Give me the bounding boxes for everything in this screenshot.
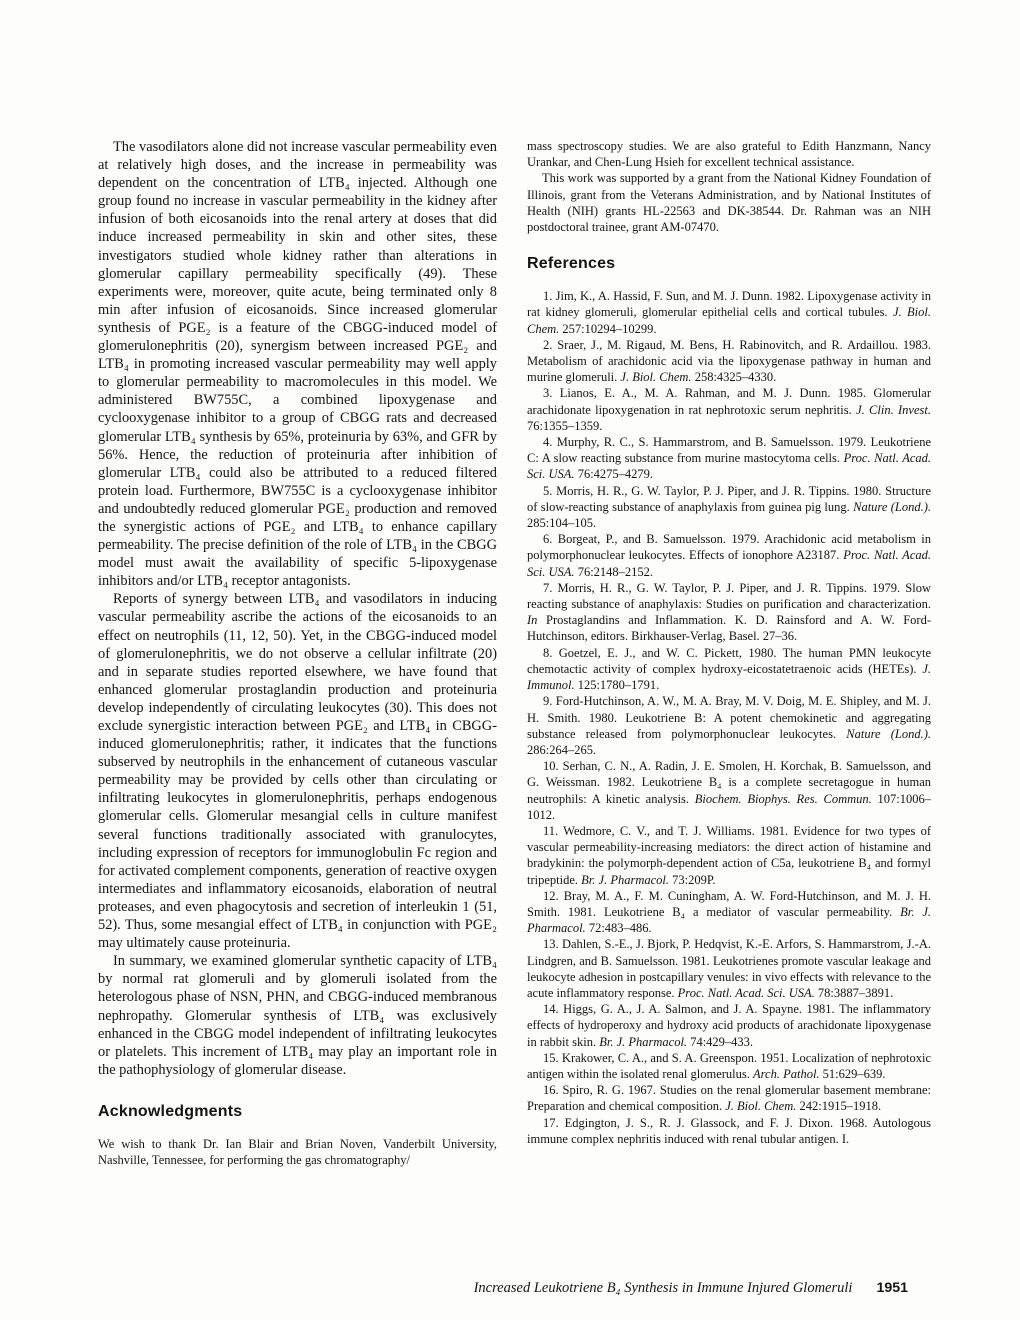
reference-segment: 258:4325–4330. xyxy=(691,370,777,385)
reference-segment: 5. Morris, H. R., G. W. Taylor, P. J. Piper, and J. R. Tippins. 1980. Structure of slow-reacting substance of anaphylaxis from guinea pig lung. xyxy=(527,483,931,514)
reference-segment: Proc. Natl. Acad. Sci. USA. xyxy=(527,451,932,482)
reference-segment: 16. Spiro, R. G. 1967. Studies on the renal glomerular basement membrane: Preparation and chemical composition. xyxy=(527,1083,931,1114)
reference-segment: 125:1780–1791. xyxy=(574,678,660,693)
reference-segment: 12. Bray, M. A., F. M. Cuningham, A. W. Ford-Hutchinson, and M. J. H. Smith. 1981. Leukotriene B₄ a mediator of vascular permeability. xyxy=(527,888,931,919)
right-column xyxy=(527,138,931,1147)
acknowledgments-continuation: mass spectroscopy studies. We are also grateful to Edith Hanzmann, Nancy Urankar, and Chen-Lung Hsieh for excellent technical assistance. xyxy=(527,139,931,170)
reference-segment: 11. Wedmore, C. V., and T. J. Williams. 1981. Evidence for two types of vascular permeability-increasing mediators: the direct action of histamine and bradykinin: the polymorph-dependent action of C5a, leukotriene B₄ and formyl tripeptide. xyxy=(527,823,931,887)
reference-item xyxy=(527,434,931,483)
reference-segment: 257:10294–10299. xyxy=(559,321,657,336)
reference-segment: Br. J. Pharmacol. xyxy=(599,1034,688,1049)
reference-segment: J. Immunol. xyxy=(527,661,931,693)
reference-segment: 15. Krakower, C. A., and S. A. Greenspon. 1951. Localization of nephrotoxic antigen within the isolated renal glomerulus. xyxy=(527,1050,931,1081)
reference-item xyxy=(527,1082,931,1114)
reference-segment: 285:104–105. xyxy=(527,516,597,531)
reference-item xyxy=(527,483,931,532)
reference-segment: Nature (Lond.). xyxy=(846,726,931,741)
acknowledgments-heading: Acknowledgments xyxy=(98,1102,243,1120)
reference-item xyxy=(527,385,931,434)
reference-segment: 107:1006–1012. xyxy=(527,791,931,822)
running-title: Increased Leukotriene B₄ Synthesis in Immune Injured Glomeruli xyxy=(473,1280,853,1296)
reference-segment: 78:3887–3891. xyxy=(814,985,894,1000)
reference-segment: 74:429–433. xyxy=(687,1034,754,1049)
reference-segment: J. Biol. Chem. xyxy=(620,370,692,385)
reference-item xyxy=(527,645,931,694)
reference-item xyxy=(527,1115,931,1147)
reference-segment: 7. Morris, H. R., G. W. Taylor, P. J. Piper, and J. R. Tippins. 1979. Slow reacting substance of anaphylaxis: Studies on purification and characterization. xyxy=(527,580,931,612)
reference-segment: Br. J. Pharmacol. xyxy=(527,904,931,936)
reference-segment: 51:629–639. xyxy=(819,1066,886,1081)
reference-segment: Arch. Pathol. xyxy=(753,1066,820,1081)
reference-segment: Br. J. Pharmacol. xyxy=(581,872,669,887)
reference-item xyxy=(527,531,931,580)
reference-segment: 9. Ford-Hutchinson, A. W., M. A. Bray, M. V. Doig, M. E. Shipley, and M. J. H. Smith. 1980. Leukotriene B: A potent chemokinetic and aggregating substance released from polymorphonuclear leukocytes. xyxy=(527,694,931,741)
reference-segment: 76:4275–4279. xyxy=(574,467,654,482)
reference-item xyxy=(527,580,931,645)
reference-segment: 286:264–265. xyxy=(527,742,597,757)
references-list xyxy=(527,288,931,1147)
reference-segment: 17. Edgington, J. S., R. J. Glassock, and F. J. Dixon. 1968. Autologous immune complex nephritis induced with renal tubular antigen. I. xyxy=(527,1115,931,1146)
reference-item xyxy=(527,337,931,386)
page-number: 1951 xyxy=(876,1280,908,1296)
reference-item xyxy=(527,1050,931,1082)
reference-segment: J. Clin. Invest. xyxy=(856,402,931,417)
left-column xyxy=(98,138,497,1168)
reference-segment: Prostaglandins and Inflammation. K. D. Rainsford and A. W. Ford-Hutchinson, editors. Birkhauser-Verlag, Basel. 27–36. xyxy=(527,613,931,644)
reference-segment: 3. Lianos, E. A., M. A. Rahman, and M. J. Dunn. 1985. Glomerular arachidonate lipoxygenation in rat nephrotoxic serum nephritis. xyxy=(527,386,931,417)
reference-segment: Proc. Natl. Acad. Sci. USA. xyxy=(677,985,815,1000)
reference-item xyxy=(527,288,931,337)
reference-item xyxy=(527,1001,931,1050)
reference-segment: 8. Goetzel, E. J., and W. C. Pickett, 1980. The human PMN leukocyte chemotactic activity of complex hydroxy-eicostatetraenoic acids (HETEs). xyxy=(527,645,931,676)
acknowledgments-support: This work was supported by a grant from the National Kidney Foundation of Illinois, grant from the Veterans Administration, and by National Institutes of Health (NIH) grants HL-22563 and DK-38544. Dr. Rahman was an NIH postdoctoral trainee, grant AM-07470. xyxy=(527,171,931,235)
reference-segment: 2. Sraer, J., M. Rigaud, M. Bens, H. Rabinovitch, and R. Ardaillou. 1983. Metabolism of arachidonic acid via the lipoxygenase pathway in human and murine glomeruli. xyxy=(527,337,931,385)
footer xyxy=(98,1279,908,1297)
body-paragraph: In summary, we examined glomerular synthetic capacity of LTB₄ by normal rat glomeruli and by glomeruli isolated from the heterologous phase of NSN, PHN, and CBGG-induced membranous nephropathy. Glomerular synthesis of LTB₄ was exclusively enhanced in the CBGG model independent of infiltrating leukocytes or platelets. This increment of LTB₄ may play an important role in the pathophysiology of glomerular disease. xyxy=(98,953,497,1078)
reference-segment: Proc. Natl. Acad. Sci. USA. xyxy=(527,548,931,579)
reference-segment: Nature (Lond.). xyxy=(853,499,931,514)
reference-segment: 76:1355–1359. xyxy=(527,418,603,433)
reference-segment: Biochem. Biophys. Res. Commun. xyxy=(694,791,872,806)
reference-segment: 14. Higgs, G. A., J. A. Salmon, and J. A. Spayne. 1981. The inflammatory effects of hydroperoxy and hydroxy acid products of arachidonate lipoxygenase in rabbit skin. xyxy=(527,1002,931,1049)
reference-segment: 72:483–486. xyxy=(585,921,652,936)
reference-segment: 4. Murphy, R. C., S. Hammarstrom, and B. Samuelsson. 1979. Leukotriene C: A slow reacting substance from murine mastocytoma cells. xyxy=(527,435,931,466)
reference-segment: 76:2148–2152. xyxy=(574,564,654,579)
reference-segment: J. Biol. Chem. xyxy=(527,305,931,336)
reference-segment: 1. Jim, K., A. Hassid, F. Sun, and M. J. Dunn. 1982. Lipoxygenase activity in rat kidney glomeruli, glomerular epithelial cells and cortical tubules. xyxy=(527,289,931,320)
reference-segment: 73:209P. xyxy=(669,872,716,887)
body-paragraph: The vasodilators alone did not increase vascular permeability even at relatively high doses, and the increase in permeability was dependent on the concentration of LTB₄ injected. Although one group found no increase in vascular permeability in the kidney after infusion of both eicosanoids into the renal artery at doses that did induce increased permeability in skin and other sites, these investigators studied whole kidney rather than alterations in glomerular capillary permeability specifically (49). These experiments were, moreover, quite acute, being terminated only 8 min after infusion of eicosanoids. Since increased glomerular synthesis of PGE₂ is a feature of the CBGG-induced model of glomerulonephritis (20), synergism between increased PGE₂ and LTB₄ in promoting increased vascular permeability may well apply to glomerular permeability to macromolecules in this model. We administered BW755C, a combined lipoxygenase and cyclooxygenase inhibitor to a group of CBGG rats and decreased glomerular LTB₄ synthesis by 65%, proteinuria by 63%, and GFR by 56%. Hence, the reduction of proteinuria after inhibition of glomerular LTB₄ could also be attributed to a reduced filtered protein load. Furthermore, BW755C is a cyclooxygenase inhibitor and undoubtedly reduced glomerular PGE₂ production and removed the synergistic actions of PGE₂ and LTB₄ to enhance capillary permeability. The precise definition of the role of LTB₄ in the CBGG model must await the availability of specific 5-lipoxygenase inhibitors and/or LTB₄ receptor antagonists. xyxy=(98,139,497,590)
reference-item xyxy=(527,936,931,1001)
reference-item xyxy=(527,823,931,888)
references-heading: References xyxy=(527,255,616,273)
reference-segment: 10. Serhan, C. N., A. Radin, J. E. Smolen, H. Korchak, B. Samuelsson, and G. Weissman. 1982. Leukotriene B₄ is a complete secretagogue in human neutrophils: A kinetic analysis. xyxy=(527,759,931,806)
reference-segment: In xyxy=(527,613,538,628)
reference-item xyxy=(527,693,931,758)
reference-segment: 242:1915–1918. xyxy=(796,1099,882,1114)
reference-segment: 6. Borgeat, P., and B. Samuelsson. 1979. Arachidonic acid metabolism in polymorphonuclear leukocytes. Effects of ionophore A23187. xyxy=(527,532,931,563)
acknowledgments-text: We wish to thank Dr. Ian Blair and Brian Noven, Vanderbilt University, Nashville, Tennessee, for performing the gas chromatography/ xyxy=(98,1136,497,1168)
reference-item xyxy=(527,758,931,823)
reference-item xyxy=(527,888,931,937)
reference-segment: 13. Dahlen, S.-E., J. Bjork, P. Hedqvist, K.-E. Arfors, S. Hammarstrom, J.-A. Lindgren, and B. Samuelsson. 1981. Leukotrienes promote vascular leakage and leukocyte adhesion in postcapillary venules: in vivo effects with relevance to the acute inflammatory response. xyxy=(527,937,931,1000)
reference-segment: J. Biol. Chem. xyxy=(725,1099,797,1114)
body-paragraph: Reports of synergy between LTB₄ and vasodilators in inducing vascular permeability ascribe the actions of the eicosanoids to an effect on neutrophils (11, 12, 50). Yet, in the CBGG-induced model of glomerulonephritis, we do not observe a cellular infiltrate (20) and in separate studies reported elsewhere, we have found that enhanced glomerular prostaglandin production and proteinuria develop independently of circulating leukocytes (30). This does not exclude synergistic interaction between PGE₂ and LTB₄ in CBGG-induced glomerulonephritis; rather, it indicates that the functions subserved by neutrophils in the enhancement of cutaneous vascular permeability may be provided by cells other than circulating or infiltrating leukocytes in glomerulonephritis, perhaps endogenous glomerular cells. Glomerular mesangial cells in culture manifest several functions traditionally associated with granulocytes, including expression of receptors for immunoglobulin Fc region and for activated complement components, generation of reactive oxygen intermediates and inflammatory eicosanoids, elaboration of neutral proteases, and even phagocytosis and secretion of interleukin 1 (51, 52). Thus, some mesangial effect of LTB₄ in conjunction with PGE₂ may ultimately cause proteinuria. xyxy=(98,591,497,952)
